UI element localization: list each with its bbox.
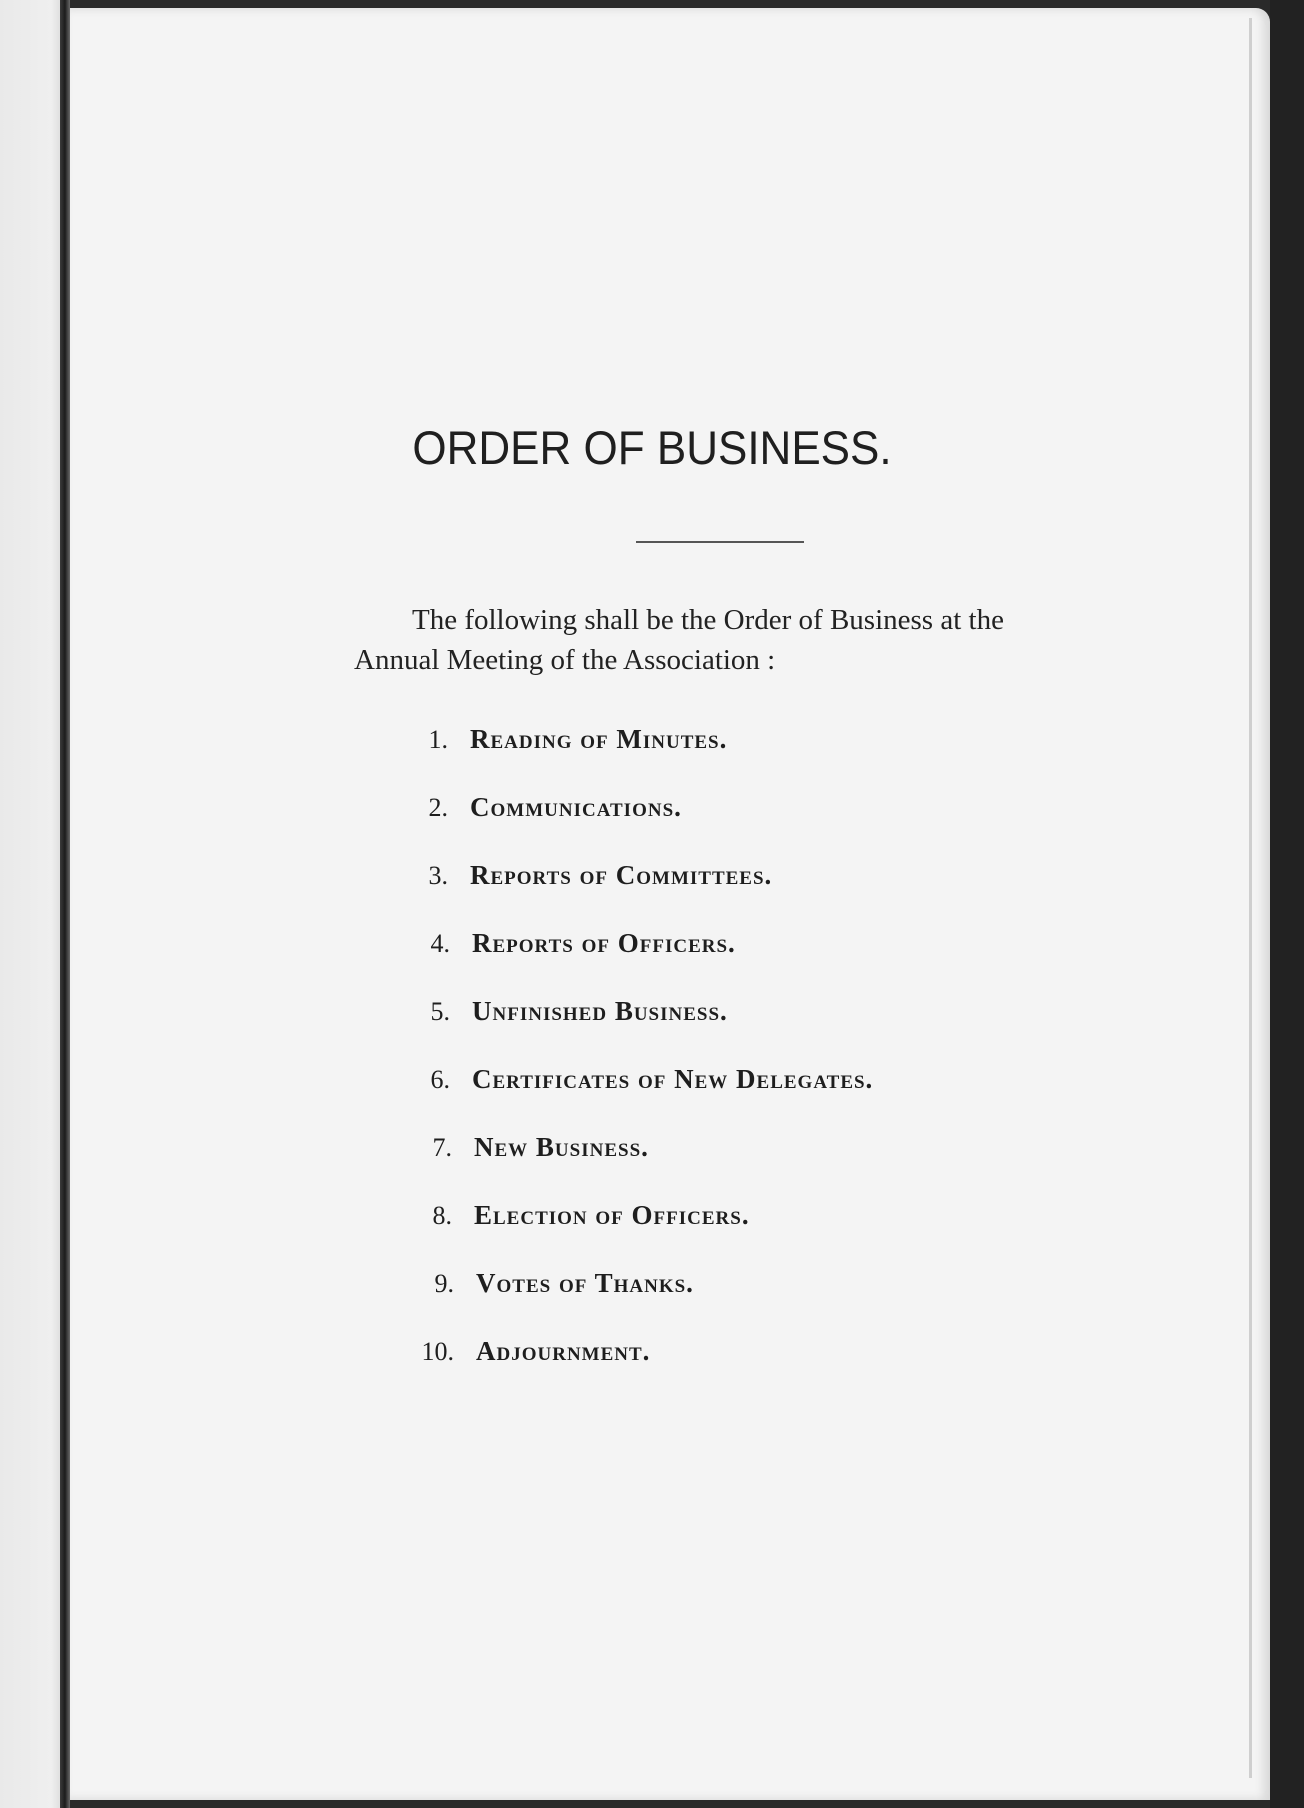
item-number: 9. — [434, 1269, 454, 1298]
item-text: Adjournment. — [476, 1336, 651, 1366]
page-title: ORDER OF BUSINESS. — [412, 422, 892, 475]
document-page — [70, 8, 1270, 1800]
scan-background — [1270, 0, 1304, 1808]
item-number: 5. — [430, 997, 450, 1026]
item-number: 7. — [432, 1133, 452, 1162]
item-text: Election of Officers. — [474, 1200, 750, 1230]
item-number: 3. — [428, 861, 448, 890]
item-number: 6. — [430, 1065, 450, 1094]
list-item — [394, 928, 736, 968]
item-text: Reports of Committees. — [470, 860, 773, 890]
list-item — [398, 1336, 650, 1376]
item-text: Unfinished Business. — [472, 996, 728, 1026]
list-item — [392, 724, 727, 764]
list-item — [398, 1268, 694, 1308]
item-text: Reading of Minutes. — [470, 724, 728, 754]
list-item — [396, 1132, 649, 1172]
list-item — [392, 792, 682, 832]
item-number: 4. — [430, 929, 450, 958]
list-item — [392, 860, 772, 900]
intro-paragraph: The following shall be the Order of Business at the Annual Meeting of the Association : — [354, 604, 1004, 676]
item-text: New Business. — [474, 1132, 649, 1162]
item-number: 2. — [428, 793, 448, 822]
item-text: Certificates of New Delegates. — [472, 1064, 874, 1094]
item-text: Communications. — [470, 792, 682, 822]
item-number: 8. — [432, 1201, 452, 1230]
list-item — [394, 996, 728, 1036]
binding-gutter — [60, 0, 70, 1808]
facing-page-edge — [0, 0, 64, 1808]
list-item — [396, 1200, 750, 1240]
list-item — [394, 1064, 873, 1104]
item-text: Votes of Thanks. — [476, 1268, 694, 1298]
item-text: Reports of Officers. — [472, 928, 736, 958]
item-number: 1. — [428, 725, 448, 754]
title-divider — [636, 541, 804, 543]
item-number: 10. — [421, 1337, 454, 1366]
